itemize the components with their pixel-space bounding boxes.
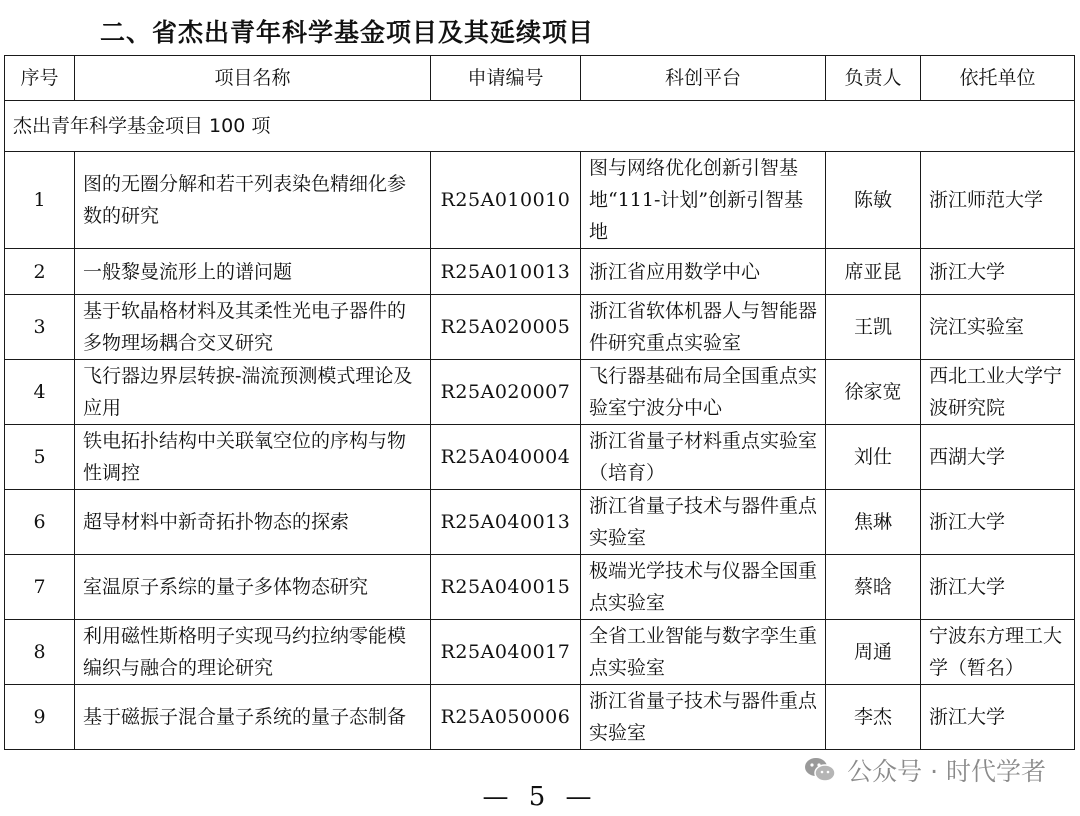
cell-platform: 浙江省量子材料重点实验室（培育） [581, 425, 826, 490]
projects-table [4, 55, 1075, 750]
cell-index: 6 [5, 490, 75, 555]
cell-platform: 飞行器基础布局全国重点实验室宁波分中心 [581, 360, 826, 425]
cell-project-name: 超导材料中新奇拓扑物态的探索 [75, 490, 431, 555]
cell-application-code: R25A040004 [431, 425, 581, 490]
header-leader: 负责人 [826, 56, 921, 101]
cell-unit: 浙江大学 [921, 249, 1075, 295]
cell-index: 2 [5, 249, 75, 295]
cell-platform: 极端光学技术与仪器全国重点实验室 [581, 555, 826, 620]
cell-unit: 浣江实验室 [921, 295, 1075, 360]
cell-leader: 周通 [826, 620, 921, 685]
cell-index: 9 [5, 685, 75, 750]
cell-platform: 浙江省软体机器人与智能器件研究重点实验室 [581, 295, 826, 360]
table-row [5, 360, 1075, 425]
cell-leader: 焦琳 [826, 490, 921, 555]
table-row [5, 425, 1075, 490]
cell-unit: 浙江大学 [921, 490, 1075, 555]
cell-platform: 图与网络优化创新引智基地“111-计划”创新引智基地 [581, 152, 826, 249]
cell-unit: 宁波东方理工大学（暂名） [921, 620, 1075, 685]
cell-application-code: R25A040017 [431, 620, 581, 685]
cell-application-code: R25A050006 [431, 685, 581, 750]
cell-project-name: 利用磁性斯格明子实现马约拉纳零能模编织与融合的理论研究 [75, 620, 431, 685]
cell-index: 7 [5, 555, 75, 620]
cell-index: 5 [5, 425, 75, 490]
cell-unit: 浙江大学 [921, 555, 1075, 620]
cell-application-code: R25A020005 [431, 295, 581, 360]
table-row [5, 295, 1075, 360]
cell-index: 3 [5, 295, 75, 360]
cell-unit: 浙江师范大学 [921, 152, 1075, 249]
table-row [5, 490, 1075, 555]
cell-application-code: R25A010013 [431, 249, 581, 295]
cell-project-name: 室温原子系综的量子多体物态研究 [75, 555, 431, 620]
header-code: 申请编号 [431, 56, 581, 101]
header-index: 序号 [5, 56, 75, 101]
cell-leader: 席亚昆 [826, 249, 921, 295]
table-row [5, 249, 1075, 295]
table-row [5, 620, 1075, 685]
cell-unit: 西湖大学 [921, 425, 1075, 490]
table-row [5, 555, 1075, 620]
cell-index: 1 [5, 152, 75, 249]
page-number: — 5 — [482, 782, 598, 812]
cell-application-code: R25A010010 [431, 152, 581, 249]
cell-application-code: R25A040015 [431, 555, 581, 620]
cell-leader: 徐家宽 [826, 360, 921, 425]
table-header-row [5, 56, 1075, 101]
cell-project-name: 基于磁振子混合量子系统的量子态制备 [75, 685, 431, 750]
cell-index: 4 [5, 360, 75, 425]
cell-leader: 刘仕 [826, 425, 921, 490]
cell-project-name: 基于软晶格材料及其柔性光电子器件的多物理场耦合交叉研究 [75, 295, 431, 360]
cell-index: 8 [5, 620, 75, 685]
cell-leader: 陈敏 [826, 152, 921, 249]
cell-unit: 浙江大学 [921, 685, 1075, 750]
header-name: 项目名称 [75, 56, 431, 101]
cell-unit: 西北工业大学宁波研究院 [921, 360, 1075, 425]
watermark-text: 公众号 · 时代学者 [847, 757, 1046, 786]
cell-application-code: R25A040013 [431, 490, 581, 555]
cell-leader: 蔡晗 [826, 555, 921, 620]
cell-platform: 浙江省应用数学中心 [581, 249, 826, 295]
table-row [5, 685, 1075, 750]
cell-project-name: 一般黎曼流形上的谱问题 [75, 249, 431, 295]
cell-platform: 浙江省量子技术与器件重点实验室 [581, 685, 826, 750]
header-unit: 依托单位 [921, 56, 1075, 101]
cell-leader: 王凯 [826, 295, 921, 360]
table-row [5, 152, 1075, 249]
cell-leader: 李杰 [826, 685, 921, 750]
cell-project-name: 飞行器边界层转捩-湍流预测模式理论及应用 [75, 360, 431, 425]
cell-platform: 浙江省量子技术与器件重点实验室 [581, 490, 826, 555]
category-row [5, 101, 1075, 152]
section-title: 二、省杰出青年科学基金项目及其延续项目 [100, 18, 595, 47]
header-platform: 科创平台 [581, 56, 826, 101]
cell-application-code: R25A020007 [431, 360, 581, 425]
cell-project-name: 图的无圈分解和若干列表染色精细化参数的研究 [75, 152, 431, 249]
cell-project-name: 铁电拓扑结构中关联氧空位的序构与物性调控 [75, 425, 431, 490]
category-label: 杰出青年科学基金项目 100 项 [5, 101, 1075, 152]
cell-platform: 全省工业智能与数字孪生重点实验室 [581, 620, 826, 685]
